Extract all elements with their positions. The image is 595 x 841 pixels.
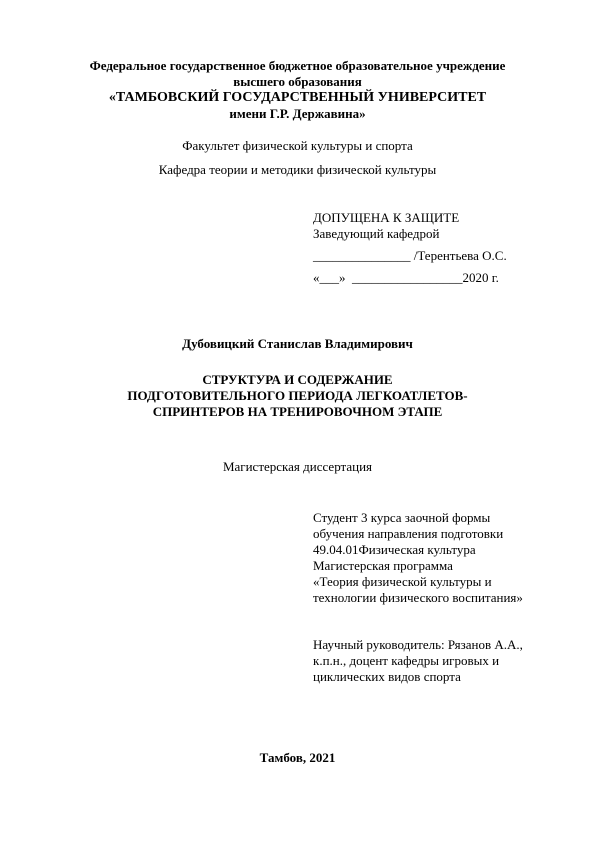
approval-title: ДОПУЩЕНА К ЗАЩИТЕ — [313, 210, 460, 225]
thesis-title-line-1: СТРУКТУРА И СОДЕРЖАНИЕ — [202, 372, 393, 387]
student-line-5: «Теория физической культуры и — [313, 574, 492, 589]
header-line-3: «ТАМБОВСКИЙ ГОСУДАРСТВЕННЫЙ УНИВЕРСИТЕТ — [108, 90, 487, 105]
header-line-2: высшего образования — [233, 74, 362, 89]
thesis-title-line-2: ПОДГОТОВИТЕЛЬНОГО ПЕРИОДА ЛЕГКОАТЛЕТОВ- — [127, 388, 468, 403]
header-line-4: имени Г.Р. Державина» — [229, 106, 366, 121]
student-line-1: Студент 3 курса заочной формы — [313, 510, 491, 525]
approval-date-line: «___» _________________2020 г. — [313, 270, 499, 285]
supervisor-line-2: к.п.н., доцент кафедры игровых и — [313, 653, 500, 668]
supervisor-line-1: Научный руководитель: Рязанов А.А., — [313, 637, 523, 652]
department-name: Кафедра теории и методики физической культуры — [158, 162, 437, 177]
faculty-name: Факультет физической культуры и спорта — [182, 138, 413, 153]
thesis-title — [0, 372, 595, 420]
city-year: Тамбов, 2021 — [259, 750, 336, 765]
student-line-6: технологии физического воспитания» — [313, 590, 523, 605]
student-block — [313, 510, 523, 606]
student-line-4: Магистерская программа — [313, 558, 453, 573]
supervisor-line-3: циклических видов спорта — [313, 669, 461, 684]
thesis-title-line-3: СПРИНТЕРОВ НА ТРЕНИРОВОЧНОМ ЭТАПЕ — [152, 404, 443, 419]
institution-header — [0, 58, 595, 122]
supervisor-block — [313, 637, 523, 685]
approval-signature-line: _______________ /Терентьева О.С. — [313, 248, 507, 263]
work-type: Магистерская диссертация — [222, 459, 373, 474]
student-line-2: обучения направления подготовки — [313, 526, 504, 541]
author-name: Дубовицкий Станислав Владимирович — [182, 336, 413, 351]
student-line-3: 49.04.01Физическая культура — [313, 542, 476, 557]
approval-block — [313, 210, 507, 286]
approval-role: Заведующий кафедрой — [313, 226, 440, 241]
header-line-1: Федеральное государственное бюджетное образовательное учреждение — [89, 58, 506, 73]
